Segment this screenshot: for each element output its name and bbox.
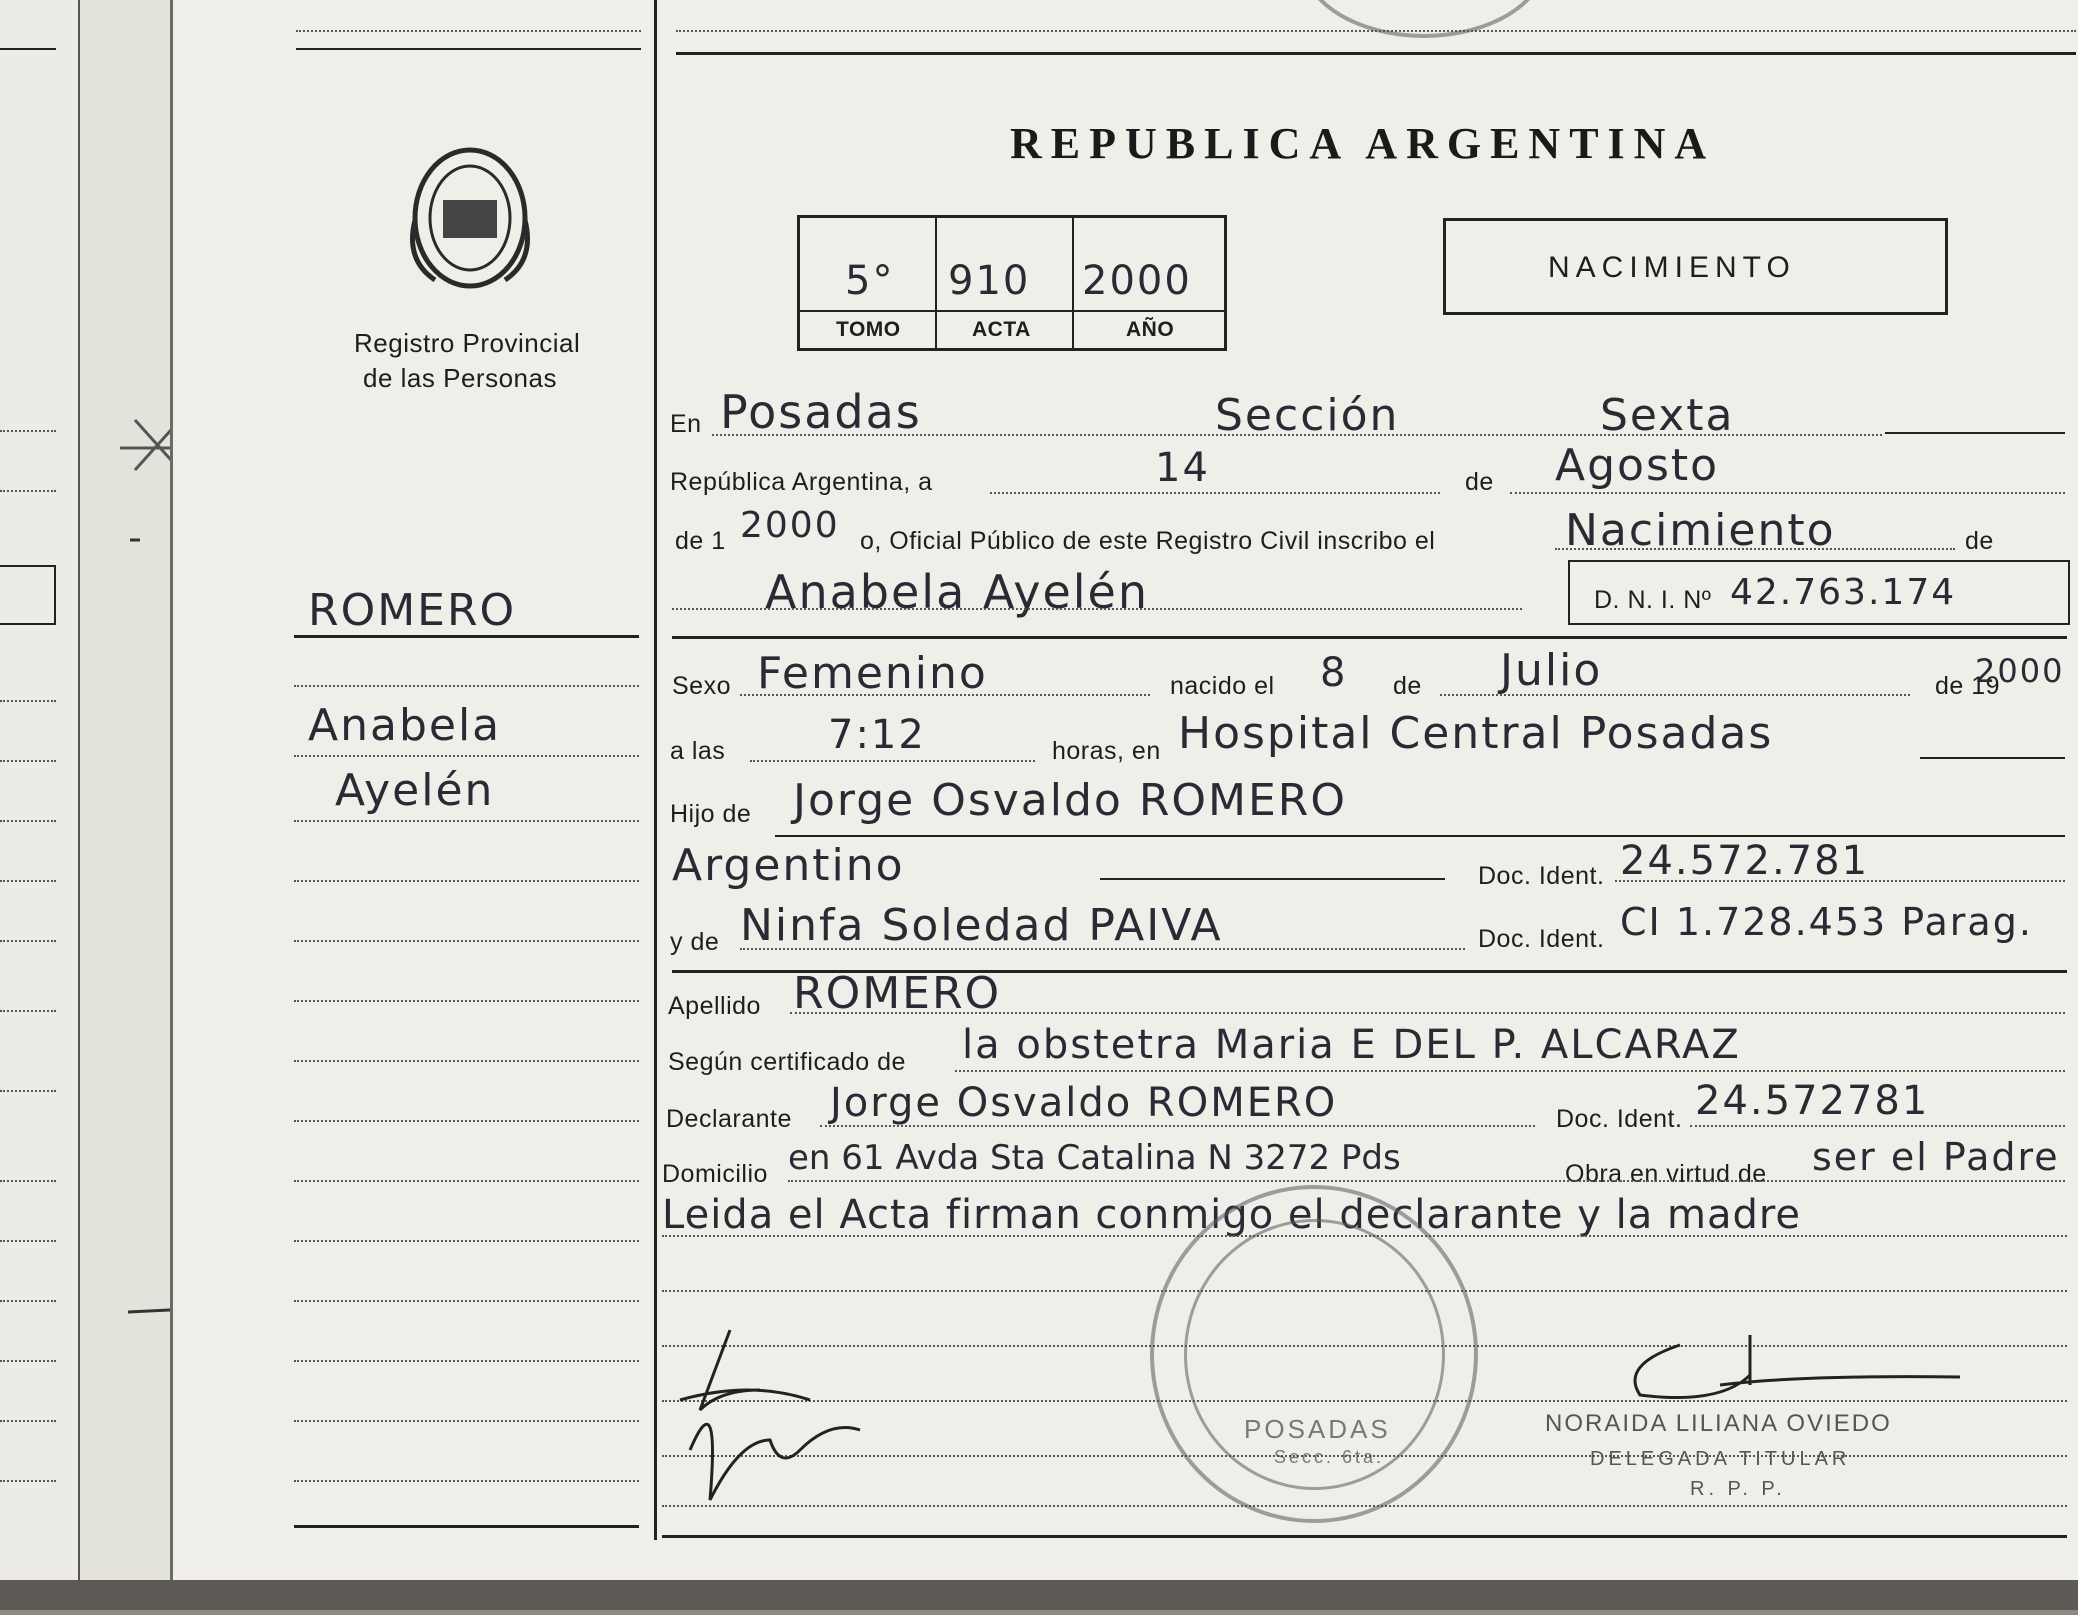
- child-name-value: Anabela Ayelén: [765, 565, 1150, 619]
- record-type-box: [1443, 218, 1948, 315]
- horas-label: horas, en: [1052, 737, 1161, 765]
- rule: [294, 880, 639, 882]
- prev-box: [0, 565, 56, 625]
- rule: [294, 1360, 639, 1362]
- previous-page-edge: [0, 0, 78, 1610]
- rule: [0, 1180, 56, 1182]
- officer-name: NORAIDA LILIANA OVIEDO: [1545, 1410, 1892, 1437]
- a-las-label: a las: [670, 737, 726, 765]
- certificado-label: Según certificado de: [668, 1048, 906, 1076]
- officer-title: DELEGADA TITULAR: [1590, 1448, 1851, 1470]
- hijo-label: Hijo de: [670, 800, 752, 828]
- republic-label: República Argentina, a: [670, 468, 933, 496]
- rule: [740, 948, 1465, 950]
- rule: [294, 1480, 639, 1482]
- doc-label: Doc. Ident.: [1556, 1105, 1683, 1133]
- rule: [294, 755, 639, 757]
- rule: [740, 694, 1150, 696]
- rule: [294, 1240, 639, 1242]
- rule: [1100, 878, 1445, 880]
- rule: [294, 1180, 639, 1182]
- rule: [0, 48, 56, 50]
- official-label: o, Oficial Público de este Registro Civil inscribo el: [860, 527, 1436, 555]
- birth-month-value: Julio: [1500, 645, 1603, 696]
- section-value: Sección: [1215, 390, 1400, 441]
- signature-officer-icon: [1600, 1325, 1970, 1415]
- sexo-label: Sexo: [672, 672, 731, 700]
- birth-day-value: 8: [1320, 650, 1348, 696]
- box-divider: [800, 310, 1224, 312]
- rule: [294, 635, 639, 638]
- margin-given-name-1: Anabela: [308, 700, 502, 751]
- sexo-value: Femenino: [757, 648, 988, 699]
- rule: [990, 492, 1440, 494]
- rule: [294, 1525, 639, 1528]
- margin-surname: ROMERO: [308, 585, 517, 636]
- box-divider: [1072, 218, 1074, 348]
- registry-name-line1: Registro Provincial: [354, 328, 581, 358]
- y-de-label: y de: [670, 928, 720, 956]
- rule: [1440, 694, 1910, 696]
- rule: [955, 1070, 2065, 1072]
- ano-value: 2000: [1082, 258, 1192, 304]
- rule: [820, 1125, 1535, 1127]
- de-label-4: de 19: [1935, 672, 2001, 700]
- acta-label: ACTA: [972, 318, 1031, 341]
- declarante-value: Jorge Osvaldo ROMERO: [830, 1080, 1338, 1126]
- rule: [0, 1010, 56, 1012]
- province-seal-icon: [395, 140, 545, 295]
- dni-label: D. N. I. Nº: [1594, 586, 1712, 614]
- de-label-2: de: [1965, 527, 1994, 555]
- rule: [0, 760, 56, 762]
- de-label-3: de: [1393, 672, 1422, 700]
- rule: [294, 685, 639, 687]
- rule: [296, 48, 641, 50]
- document-title: REPUBLICA ARGENTINA: [1010, 119, 1716, 168]
- binding-stitch-icon: [80, 0, 172, 1610]
- rule: [294, 1120, 639, 1122]
- rule: [712, 434, 1882, 436]
- mother-value: Ninfa Soledad PAIVA: [740, 900, 1223, 951]
- rule: [672, 636, 2067, 639]
- rule: [0, 1300, 56, 1302]
- signature-declarant-icon: [660, 1320, 890, 1510]
- domicilio-label: Domicilio: [662, 1160, 768, 1188]
- binding-gutter: [78, 0, 172, 1610]
- stamp-subtitle: Secc. 6ta.: [1274, 1447, 1385, 1467]
- hour-value: 7:12: [828, 712, 926, 758]
- rule: [662, 1535, 2067, 1538]
- rule: [1615, 880, 2065, 882]
- obra-value: ser el Padre: [1812, 1135, 2060, 1179]
- rule: [296, 30, 641, 32]
- rule: [0, 430, 56, 432]
- rule: [0, 1360, 56, 1362]
- dni-box: [1568, 560, 2070, 625]
- rule: [294, 1420, 639, 1422]
- rule: [0, 820, 56, 822]
- certificado-value: la obstetra Maria E DEL P. ALCARAZ: [962, 1022, 1741, 1068]
- rule: [0, 880, 56, 882]
- rule: [294, 1300, 639, 1302]
- officer-department: R. P. P.: [1690, 1478, 1786, 1500]
- column-divider: [654, 0, 657, 1540]
- rule: [775, 835, 2065, 837]
- rule: [0, 1090, 56, 1092]
- rule: [1510, 492, 2065, 494]
- declarante-doc-value: 24.572781: [1695, 1078, 1930, 1124]
- year-prefix-label: de 1: [675, 527, 726, 555]
- record-type-label: NACIMIENTO: [1548, 251, 1796, 284]
- record-kind-value: Nacimiento: [1565, 505, 1836, 556]
- registry-name-line2: de las Personas: [363, 363, 557, 393]
- father-nationality-value: Argentino: [672, 840, 905, 891]
- rule: [788, 1180, 2065, 1182]
- en-label: En: [670, 410, 702, 438]
- doc-label: Doc. Ident.: [1478, 925, 1605, 953]
- tomo-label: TOMO: [836, 318, 901, 341]
- ano-label: AÑO: [1126, 318, 1175, 341]
- page-shadow: [0, 1580, 2078, 1610]
- box-divider: [935, 218, 937, 348]
- day-value: 14: [1155, 445, 1210, 491]
- apellido-value: ROMERO: [793, 968, 1002, 1019]
- rule: [294, 1000, 639, 1002]
- stamp-city: POSADAS: [1244, 1414, 1391, 1444]
- city-value: Posadas: [720, 385, 922, 439]
- apellido-label: Apellido: [668, 992, 761, 1020]
- rule: [1920, 757, 2065, 759]
- rule: [294, 940, 639, 942]
- de-label: de: [1465, 468, 1494, 496]
- rule: [1690, 1125, 2065, 1127]
- rule: [750, 760, 1035, 762]
- nacido-label: nacido el: [1170, 672, 1275, 700]
- leida-statement: Leida el Acta firman conmigo el declarante y la madre: [662, 1192, 1802, 1238]
- section-name-value: Sexta: [1600, 390, 1735, 441]
- father-value: Jorge Osvaldo ROMERO: [793, 775, 1347, 826]
- doc-label: Doc. Ident.: [1478, 862, 1605, 890]
- rule: [1555, 548, 1955, 550]
- rule: [672, 608, 1522, 610]
- father-doc-value: 24.572.781: [1620, 838, 1870, 884]
- year-value: 2000: [740, 505, 840, 546]
- domicilio-value: en 61 Avda Sta Catalina N 3272 Pds: [788, 1138, 1401, 1178]
- tomo-value: 5°: [845, 258, 895, 304]
- rule: [790, 1012, 2065, 1014]
- month-value: Agosto: [1555, 440, 1720, 491]
- official-stamp-icon: [1150, 1185, 1478, 1523]
- rule: [294, 820, 639, 822]
- place-value: Hospital Central Posadas: [1178, 708, 1774, 759]
- rule: [0, 490, 56, 492]
- dni-value: 42.763.174: [1730, 572, 1957, 613]
- record-number-box: [797, 215, 1227, 351]
- rule: [294, 1060, 639, 1062]
- rule: [676, 52, 2076, 55]
- margin-given-name-2: Ayelén: [335, 765, 495, 816]
- obra-label: Obra en virtud de: [1565, 1160, 1767, 1188]
- acta-value: 910: [948, 258, 1031, 304]
- rule: [0, 1240, 56, 1242]
- mother-doc-value: CI 1.728.453 Parag.: [1620, 900, 2033, 944]
- declarante-label: Declarante: [666, 1105, 792, 1133]
- rule: [1885, 432, 2065, 434]
- rule: [0, 700, 56, 702]
- rule: [0, 1480, 56, 1482]
- birth-year-value: 2000: [1975, 652, 2065, 690]
- rule: [0, 1420, 56, 1422]
- rule: [0, 940, 56, 942]
